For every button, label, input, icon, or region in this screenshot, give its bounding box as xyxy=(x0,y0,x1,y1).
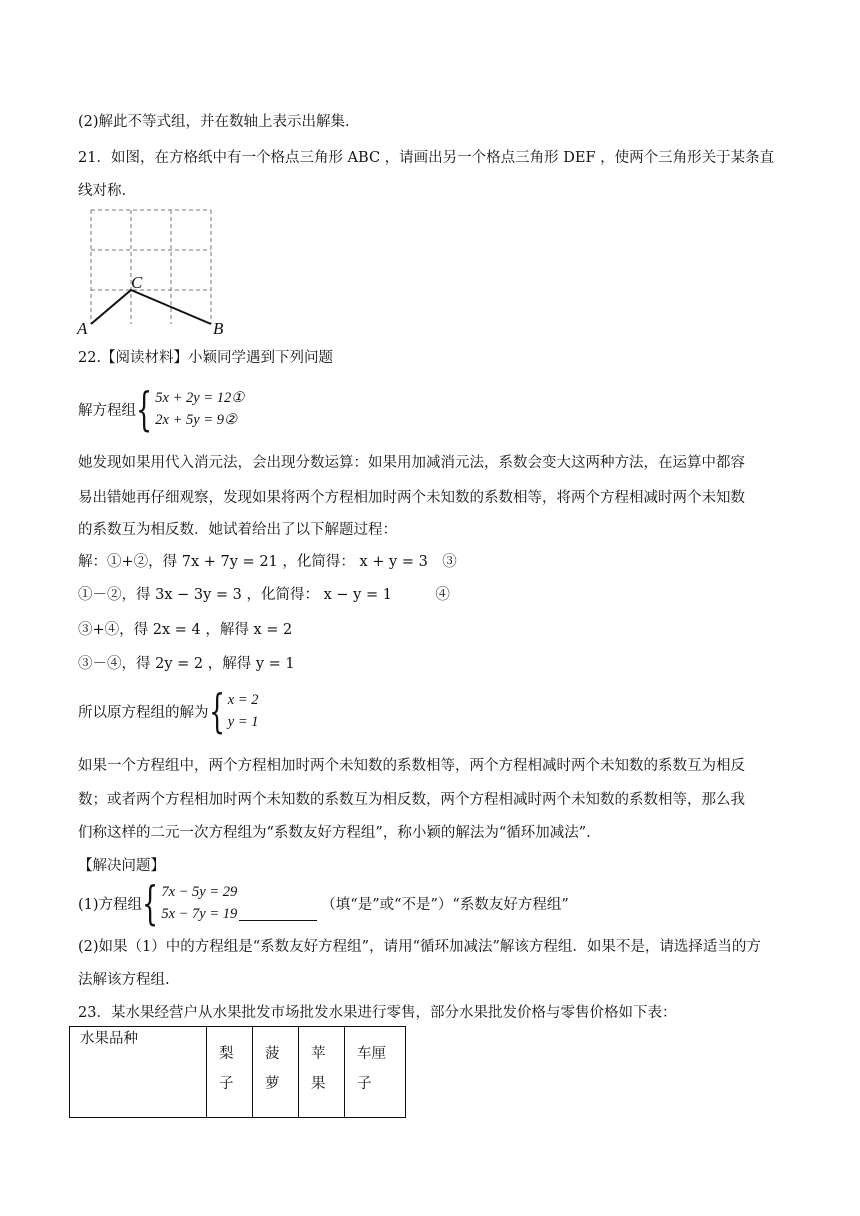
equation-1: 7x − 5y = 29 xyxy=(161,884,238,900)
vertex-label-a: A xyxy=(77,319,88,337)
q22-system xyxy=(155,387,244,431)
q22-para1-line2: 易出错她再仔细观察，发现如果将两个方程相加时两个未知数的系数相等，将两个方程相减时两个未知数 xyxy=(78,490,745,506)
left-brace-icon: { xyxy=(142,876,159,930)
q22-para1-line3: 的系数互为相反数．她试着给出了以下解题过程： xyxy=(78,522,397,538)
q21-grid-figure xyxy=(74,202,254,337)
table-column-cherry xyxy=(345,1027,406,1118)
q23-line: 23．某水果经营户从水果批发市场批发水果进行零售，部分水果批发价格与零售价格如下表： xyxy=(78,1005,677,1021)
q22-para1-line1: 她发现如果用代入消元法，会出现分数运算：如果用加减消元法，系数会变大这两种方法，在运算中都容 xyxy=(78,455,745,471)
q22-system-lead: 解方程组 xyxy=(78,402,136,419)
vertex-label-c: C xyxy=(131,273,143,292)
table-column-pineapple xyxy=(253,1027,299,1118)
cell-char: 果 xyxy=(311,1076,326,1092)
q22-step-3: ③+④，得 2x = 4 ，解得 x = 2 xyxy=(78,622,293,638)
table-row xyxy=(70,1027,406,1118)
q22-solution-block xyxy=(78,684,259,738)
q22-part2-line2: 法解该方程组. xyxy=(78,972,170,988)
triangle-abc xyxy=(91,290,211,324)
q22-para2-line2: 数；或者两个方程相加时两个未知数的系数互为相反数，两个方程相减时两个未知数的系数相等，那么我 xyxy=(78,792,745,808)
q22-part1-system xyxy=(161,881,237,925)
q22-para2-line3: 们称这样的二元一次方程组为“系数友好方程组”，称小颖的解法为“循环加减法”. xyxy=(78,825,591,841)
vertex-label-b: B xyxy=(213,319,224,337)
table-column-pear xyxy=(207,1027,253,1118)
q22-part1-lead: (1)方程组 xyxy=(78,896,143,913)
q22-step-2: ①－②，得 3x − 3y = 3 ，化简得： x − y = 1 ④ xyxy=(78,587,450,603)
cell-char: 梨 xyxy=(219,1046,234,1062)
solution-x: x = 2 xyxy=(227,692,259,708)
cell-char: 子 xyxy=(219,1076,234,1092)
cell-char: 萝 xyxy=(265,1076,280,1092)
q21-line2: 线对称. xyxy=(78,183,127,199)
equation-2: 2x + 5y = 9② xyxy=(155,412,237,428)
q22-part1-block xyxy=(78,876,569,930)
q21-line1: 21．如图，在方格纸中有一个格点三角形 ABC ，请画出另一个格点三角形 DEF ，使两个三角形关于某条直 xyxy=(78,150,775,166)
equation-2: 5x − 7y = 19 xyxy=(161,906,238,922)
table-column-apple xyxy=(299,1027,345,1118)
left-brace-icon: { xyxy=(136,382,153,436)
q22-system-block xyxy=(78,382,245,436)
left-brace-icon: { xyxy=(208,684,225,738)
cell-char: 菠 xyxy=(265,1046,280,1062)
q22-part1-tail: （填“是”或“不是”）“系数友好方程组” xyxy=(321,896,569,913)
q22-step-1: 解：①+②，得 7x + 7y = 21 ，化简得： x + y = 3 ③ xyxy=(78,554,457,570)
q22-solution xyxy=(228,689,259,733)
q22-para2-line1: 如果一个方程组中，两个方程相加时两个未知数的系数相等，两个方程相减时两个未知数的系数互为相反 xyxy=(78,758,745,774)
fruit-price-table xyxy=(69,1026,406,1118)
cell-char: 苹 xyxy=(311,1046,326,1062)
q22-solve-title: 【解决问题】 xyxy=(78,858,165,874)
solution-y: y = 1 xyxy=(227,714,259,730)
table-header-cell: 水果品种 xyxy=(70,1027,207,1118)
q20-part2: (2)解此不等式组，并在数轴上表示出解集. xyxy=(78,114,350,130)
q22-title: 22.【阅读材料】小颖同学遇到下列问题 xyxy=(78,350,334,366)
cell-char: 车厘 xyxy=(357,1046,386,1062)
q22-part2-line1: (2)如果（1）中的方程组是“系数友好方程组”，请用“循环加减法”解该方程组．如果不是，请选择适当的方 xyxy=(78,939,761,955)
answer-blank[interactable] xyxy=(239,906,317,921)
equation-1: 5x + 2y = 12① xyxy=(155,390,245,406)
q22-step-4: ③－④，得 2y = 2 ，解得 y = 1 xyxy=(78,656,295,672)
q22-solution-lead: 所以原方程组的解为 xyxy=(78,704,209,721)
cell-char: 子 xyxy=(357,1076,372,1092)
